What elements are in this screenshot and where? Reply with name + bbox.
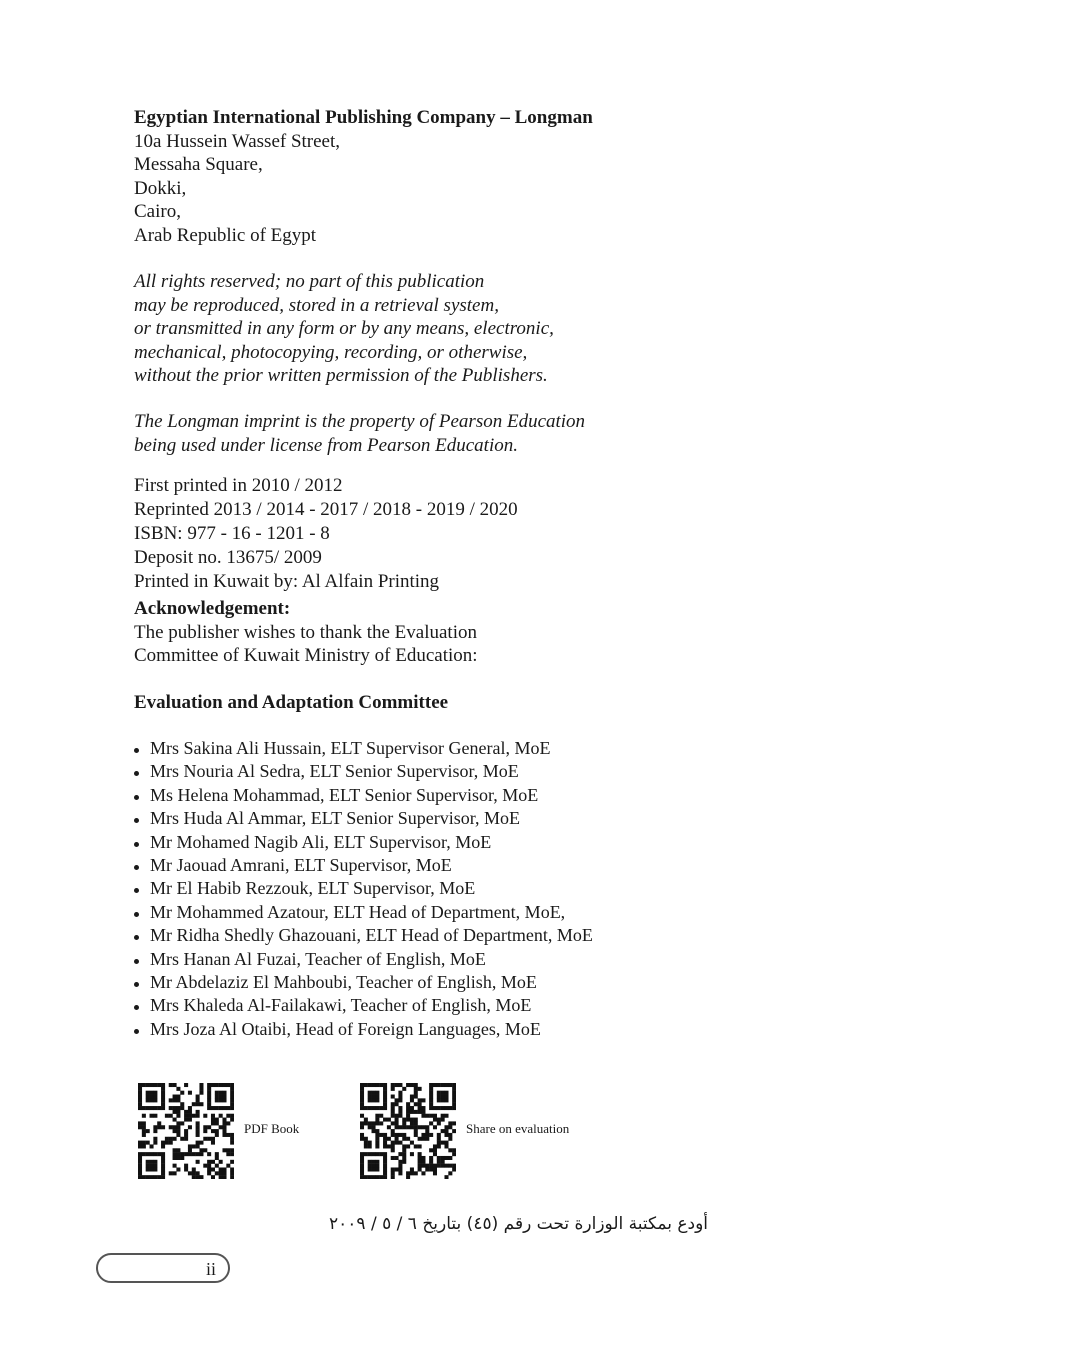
bullet-icon xyxy=(134,795,139,800)
bullet-icon xyxy=(134,982,139,987)
imprint-line: The Longman imprint is the property of Pearson Education xyxy=(134,411,586,432)
page-number-tab xyxy=(96,1253,230,1283)
page-number: ii xyxy=(206,1259,217,1279)
imprint-notice xyxy=(134,410,585,457)
printing-info xyxy=(134,474,518,594)
list-item: Mr Mohammed Azatour, ELT Head of Department, MoE, xyxy=(134,901,593,924)
bullet-icon xyxy=(134,888,139,893)
committee-title: Evaluation and Adaptation Committee xyxy=(134,692,449,713)
bullet-icon xyxy=(134,912,139,917)
rights-line: or transmitted in any form or by any means, electronic, xyxy=(134,318,554,339)
qr-code-icon[interactable] xyxy=(360,1083,456,1179)
address-line: Messaha Square, xyxy=(134,154,263,175)
list-item: Ms Helena Mohammad, ELT Senior Supervisor, MoE xyxy=(134,784,593,807)
reprinted: Reprinted 2013 / 2014 - 2017 / 2018 - 2019 / 2020 xyxy=(134,499,518,520)
first-printed: First printed in 2010 / 2012 xyxy=(134,475,343,496)
bullet-icon xyxy=(134,748,139,753)
list-item: Mr Jaouad Amrani, ELT Supervisor, MoE xyxy=(134,854,593,877)
qr-share-evaluation-label: Share on evaluation xyxy=(466,1121,570,1136)
address-line: Cairo, xyxy=(134,201,181,222)
rights-line: All rights reserved; no part of this publication xyxy=(134,271,485,292)
printer: Printed in Kuwait by: Al Alfain Printing xyxy=(134,571,440,592)
rights-line: without the prior written permission of the Publishers. xyxy=(134,365,548,386)
rights-notice xyxy=(134,270,554,388)
list-item: Mrs Nouria Al Sedra, ELT Senior Supervisor, MoE xyxy=(134,760,593,783)
list-item: Mr Ridha Shedly Ghazouani, ELT Head of Department, MoE xyxy=(134,924,593,947)
acknowledgement-line: Committee of Kuwait Ministry of Education: xyxy=(134,645,478,666)
committee-members xyxy=(134,737,593,1041)
imprint-line: being used under license from Pearson Education. xyxy=(134,434,518,456)
publisher-name: Egyptian International Publishing Company – Longman xyxy=(134,107,593,128)
bullet-icon xyxy=(134,842,139,847)
list-item: Mrs Huda Al Ammar, ELT Senior Supervisor, MoE xyxy=(134,807,593,830)
list-item: Mr Abdelaziz El Mahboubi, Teacher of English, MoE xyxy=(134,971,593,994)
rights-line: may be reproduced, stored in a retrieval system, xyxy=(134,294,499,316)
bullet-icon xyxy=(134,865,139,870)
bullet-icon xyxy=(134,1005,139,1010)
acknowledgement-heading: Acknowledgement: xyxy=(134,598,291,619)
bullet-icon xyxy=(134,935,139,940)
isbn: ISBN: 977 - 16 - 1201 - 8 xyxy=(134,523,330,544)
acknowledgement xyxy=(134,597,478,668)
rights-line: mechanical, photocopying, recording, or otherwise, xyxy=(134,341,528,363)
qr-pdf-book-label: PDF Book xyxy=(244,1121,300,1136)
qr-code-icon[interactable] xyxy=(138,1083,234,1179)
arabic-deposit-note: أودع بمكتبة الوزارة تحت رقم (٤٥) بتاريخ ٦ / ٥ / ٢٠٠٩ xyxy=(329,1214,708,1234)
publisher-block xyxy=(134,106,593,247)
list-item: Mr Mohamed Nagib Ali, ELT Supervisor, MoE xyxy=(134,831,593,854)
list-item: Mr El Habib Rezzouk, ELT Supervisor, MoE xyxy=(134,877,593,900)
bullet-icon xyxy=(134,1029,139,1034)
bullet-icon xyxy=(134,771,139,776)
deposit-number: Deposit no. 13675/ 2009 xyxy=(134,547,322,568)
address-line: 10a Hussein Wassef Street, xyxy=(134,130,341,152)
list-item: Mrs Joza Al Otaibi, Head of Foreign Languages, MoE xyxy=(134,1018,593,1041)
address-line: Arab Republic of Egypt xyxy=(134,224,317,246)
address-line: Dokki, xyxy=(134,177,187,199)
acknowledgement-line: The publisher wishes to thank the Evaluation xyxy=(134,621,477,643)
bullet-icon xyxy=(134,818,139,823)
list-item: Mrs Sakina Ali Hussain, ELT Supervisor General, MoE xyxy=(134,737,593,760)
list-item: Mrs Hanan Al Fuzai, Teacher of English, MoE xyxy=(134,948,593,971)
list-item: Mrs Khaleda Al-Failakawi, Teacher of English, MoE xyxy=(134,994,593,1017)
bullet-icon xyxy=(134,959,139,964)
